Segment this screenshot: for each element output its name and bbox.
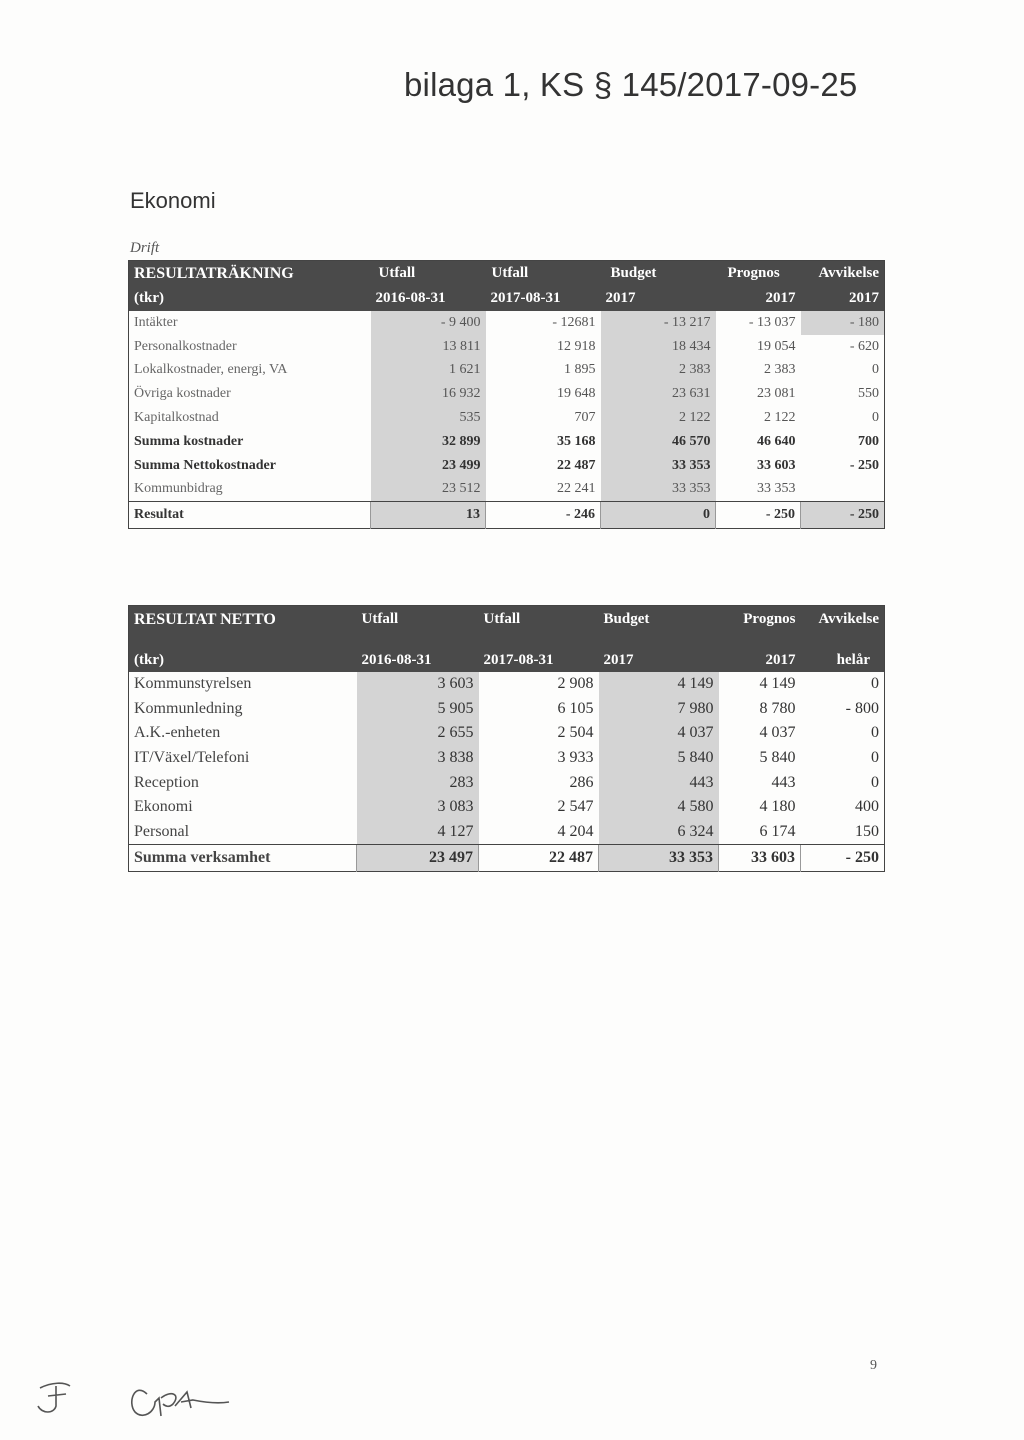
column-header: 2017-08-31: [486, 286, 601, 311]
table-cell: 22 487: [479, 845, 599, 872]
table-cell: 6 174: [759, 822, 796, 840]
table-cell: 6 324: [599, 820, 719, 845]
table-cell: 443: [599, 770, 719, 795]
column-header: 2016-08-31: [357, 643, 479, 672]
table-row: [129, 770, 885, 795]
table-cell: 0: [871, 724, 879, 742]
row-label: A.K.-enheten: [134, 724, 221, 742]
column-header: Utfall: [357, 606, 479, 644]
table-row: [129, 430, 885, 454]
table-cell: 23 499: [371, 454, 486, 478]
section-title: Ekonomi: [130, 188, 216, 213]
column-header: 2017: [599, 643, 719, 672]
initials-signature-1: [30, 1372, 90, 1422]
table-cell: 33 353: [601, 454, 716, 478]
table-cell: 3 933: [557, 749, 594, 767]
table-header-row: [129, 643, 885, 672]
table-cell: 19 648: [557, 386, 596, 402]
table-cell: 2 504: [557, 724, 594, 742]
table-cell: - 180: [801, 311, 885, 335]
table-cell: - 13 217: [601, 311, 716, 335]
table-cell: 0: [872, 362, 879, 378]
table-cell: 1 621: [371, 359, 486, 383]
row-label: Ekonomi: [134, 798, 193, 816]
subsection-title: Drift: [130, 240, 160, 256]
row-label: Reception: [134, 773, 199, 791]
table-cell: 2 383: [601, 359, 716, 383]
row-label: Kommunbidrag: [134, 481, 223, 497]
table-cell: 0: [871, 773, 879, 791]
row-label: Personalkostnader: [134, 338, 237, 354]
table-cell: 33 603: [757, 457, 796, 473]
table-cell: 0: [871, 675, 879, 693]
table-cell: 13 811: [371, 335, 486, 359]
table-cell: 443: [771, 773, 796, 791]
table-cell: 4 180: [759, 798, 796, 816]
table-cell: 550: [858, 386, 879, 402]
column-header: 2017: [801, 286, 885, 311]
table-cell: 2 547: [557, 798, 594, 816]
table-cell: 0: [872, 410, 879, 426]
column-header: Budget: [599, 606, 719, 644]
page-number: 9: [870, 1358, 877, 1373]
column-header: 2017: [601, 286, 716, 311]
table-row: [129, 478, 885, 502]
row-label: Lokalkostnader, energi, VA: [134, 362, 288, 378]
table-cell: - 13 037: [748, 314, 796, 330]
table-cell: - 250: [849, 457, 879, 473]
table-cell: 12 918: [557, 338, 596, 354]
row-label: Kommunstyrelsen: [134, 675, 252, 693]
table-cell: 8 780: [759, 699, 796, 717]
table-cell: - 246: [486, 502, 601, 529]
table-cell: 4 037: [759, 724, 796, 742]
table-cell: 23 497: [357, 845, 479, 872]
table-cell: 4 037: [599, 721, 719, 746]
table-row: [129, 795, 885, 820]
table-row: [129, 335, 885, 359]
row-label: Resultat: [129, 502, 371, 529]
table-cell: 46 640: [757, 433, 796, 449]
table-row: [129, 382, 885, 406]
table-cell: 0: [601, 502, 716, 529]
table-cell: 33 603: [719, 845, 801, 872]
table-cell: 4 580: [599, 795, 719, 820]
table-cell: 3 603: [357, 672, 479, 697]
table-row: [129, 697, 885, 722]
row-label: Summa verksamhet: [129, 845, 357, 872]
table-cell: 5 840: [759, 749, 796, 767]
table-cell: 33 353: [757, 481, 796, 497]
table-cell: 22 487: [557, 457, 596, 473]
table-header-row: [129, 606, 885, 644]
table-header-row: [129, 286, 885, 311]
resultat-netto-table: [128, 605, 885, 872]
column-header: Avvikelse: [801, 261, 885, 287]
document-header: bilaga 1, KS § 145/2017-09-25: [404, 66, 858, 103]
table-cell: 2 908: [557, 675, 594, 693]
resultatrakning-table: [128, 260, 885, 529]
table-row: [129, 721, 885, 746]
result-row: [129, 502, 885, 529]
column-header: RESULTATRÄKNING: [129, 261, 371, 287]
row-label: Intäkter: [134, 314, 178, 330]
column-header: Avvikelse: [801, 606, 885, 644]
table-header-row: [129, 261, 885, 287]
table-cell: 19 054: [757, 338, 796, 354]
table-cell: 18 434: [601, 335, 716, 359]
table-cell: 33 353: [599, 845, 719, 872]
table-cell: - 12681: [552, 314, 596, 330]
table-cell: - 800: [845, 699, 879, 717]
table-cell: - 250: [801, 845, 885, 872]
table-row: [129, 820, 885, 845]
column-header: Prognos: [716, 261, 801, 287]
column-header: 2017-08-31: [479, 643, 599, 672]
row-label: Personal: [134, 822, 190, 840]
row-label: Övriga kostnader: [134, 386, 231, 402]
table-cell: 4 149: [599, 672, 719, 697]
table-cell: 33 353: [601, 478, 716, 502]
table-cell: - 250: [716, 502, 801, 529]
table-row: [129, 746, 885, 771]
table-cell: 23 512: [371, 478, 486, 502]
table-cell: 1 895: [564, 362, 596, 378]
table-row: [129, 311, 885, 335]
table-cell: 3 838: [357, 746, 479, 771]
table-cell: 2 655: [357, 721, 479, 746]
table-cell: 150: [855, 822, 879, 840]
table-row: [129, 454, 885, 478]
column-header: Utfall: [486, 261, 601, 287]
table-row: [129, 359, 885, 383]
table-cell: 700: [858, 433, 879, 449]
table-cell: - 620: [849, 338, 879, 354]
table-cell: 35 168: [557, 433, 596, 449]
column-header: (tkr): [129, 643, 357, 672]
table-cell: 4 204: [557, 822, 594, 840]
column-header: 2017: [716, 286, 801, 311]
table-cell: 707: [574, 410, 596, 426]
table-cell: 5 905: [357, 697, 479, 722]
column-header: RESULTAT NETTO: [129, 606, 357, 644]
sum-row: [129, 845, 885, 872]
column-header: (tkr): [129, 286, 371, 311]
table-cell: 4 127: [357, 820, 479, 845]
table-cell: 22 241: [557, 481, 596, 497]
table-cell: 6 105: [557, 699, 594, 717]
column-header: 2017: [719, 643, 801, 672]
column-header: helår: [801, 643, 885, 672]
row-label: Kapitalkostnad: [134, 410, 219, 426]
column-header: Prognos: [719, 606, 801, 644]
table-cell: 2 122: [601, 406, 716, 430]
table-cell: 535: [371, 406, 486, 430]
table-cell: 2 122: [764, 410, 796, 426]
table-cell: 23 631: [601, 382, 716, 406]
table-row: [129, 406, 885, 430]
row-label: Summa Nettokostnader: [134, 457, 276, 473]
table-cell: 286: [569, 773, 594, 791]
table-cell: 2 383: [764, 362, 796, 378]
table-cell: 3 083: [357, 795, 479, 820]
table-cell: 4 149: [759, 675, 796, 693]
table-cell: 16 932: [371, 382, 486, 406]
row-label: Kommunledning: [134, 699, 243, 717]
initials-signature-2: [125, 1372, 235, 1427]
table-row: [129, 672, 885, 697]
table-cell: 46 570: [601, 430, 716, 454]
table-cell: 283: [357, 770, 479, 795]
table-cell: 23 081: [757, 386, 796, 402]
table-cell: 5 840: [599, 746, 719, 771]
column-header: Utfall: [371, 261, 486, 287]
column-header: 2016-08-31: [371, 286, 486, 311]
table-cell: 7 980: [599, 697, 719, 722]
row-label: Summa kostnader: [134, 433, 244, 449]
table-cell: 400: [855, 798, 879, 816]
table-cell: - 9 400: [371, 311, 486, 335]
table-cell: 0: [871, 749, 879, 767]
table-cell: - 250: [801, 502, 885, 529]
table-cell: 32 899: [371, 430, 486, 454]
table-cell: [801, 478, 885, 502]
column-header: Utfall: [479, 606, 599, 644]
column-header: Budget: [601, 261, 716, 287]
table-cell: 13: [371, 502, 486, 529]
row-label: IT/Växel/Telefoni: [134, 749, 250, 767]
